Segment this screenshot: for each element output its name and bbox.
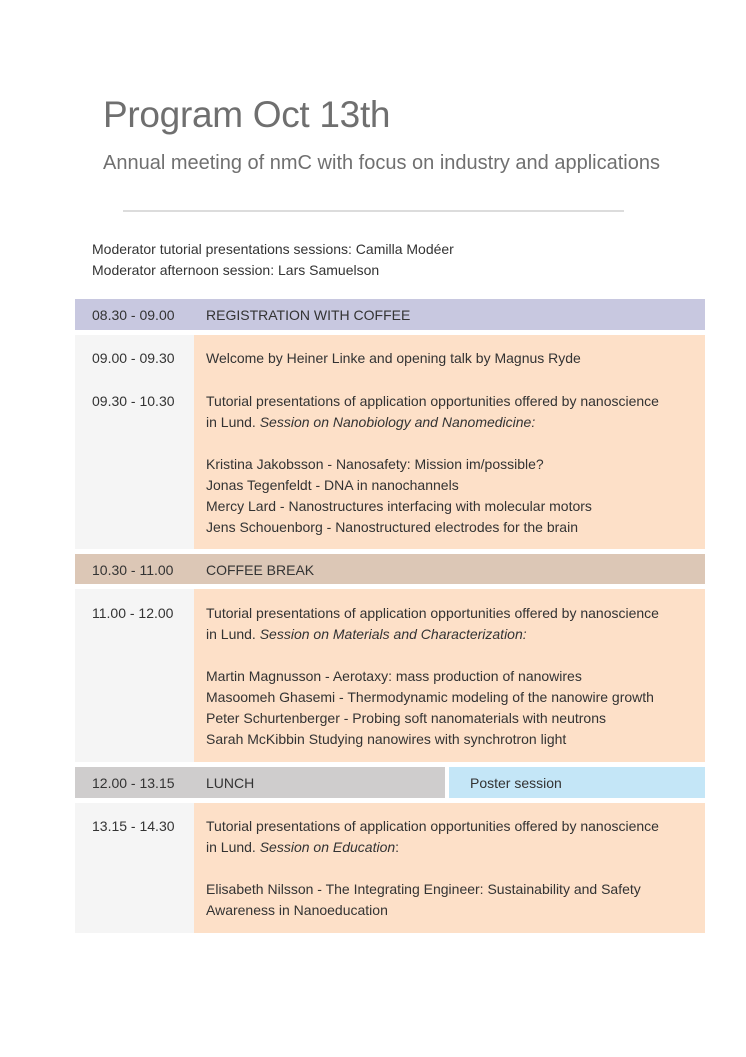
time-column bbox=[75, 803, 194, 933]
talk-item: Peter Schurtenberger - Probing soft nanomaterials with neutrons bbox=[206, 710, 606, 726]
time-cell: 09.00 - 09.30 bbox=[92, 350, 175, 366]
lunch-label: LUNCH bbox=[194, 767, 445, 798]
session-description bbox=[206, 816, 659, 921]
time-cell: 09.30 - 10.30 bbox=[92, 393, 175, 409]
intro-line bbox=[206, 412, 659, 433]
intro-line bbox=[206, 624, 659, 645]
event-label: COFFEE BREAK bbox=[206, 562, 315, 578]
time-column bbox=[75, 335, 194, 549]
intro-text: Tutorial presentations of application opportunities offered by nanoscience bbox=[206, 605, 659, 621]
time-cell: 13.15 - 14.30 bbox=[92, 818, 175, 834]
talk-item: Martin Magnusson - Aerotaxy: mass production of nanowires bbox=[206, 668, 582, 684]
session-description bbox=[206, 391, 659, 538]
session-title: Session on Materials and Characterization: bbox=[259, 626, 527, 642]
time-cell: 12.00 - 13.15 bbox=[75, 767, 194, 798]
session-description bbox=[206, 603, 659, 750]
time-cell: 11.00 - 12.00 bbox=[92, 605, 174, 621]
session-title: Session on Nanobiology and Nanomedicine: bbox=[259, 414, 536, 430]
content-column bbox=[194, 803, 705, 933]
intro-text: Tutorial presentations of application opportunities offered by nanoscience bbox=[206, 393, 659, 409]
session-title-colon: : bbox=[395, 839, 400, 855]
talk-item: Kristina Jakobsson - Nanosafety: Mission im/possible? bbox=[206, 456, 544, 472]
talk-item: Sarah McKibbin Studying nanowires with synchrotron light bbox=[206, 731, 567, 747]
intro-text: Tutorial presentations of application opportunities offered by nanoscience bbox=[206, 818, 659, 834]
talk-item: Jonas Tegenfeldt - DNA in nanochannels bbox=[206, 477, 459, 493]
registration-row bbox=[75, 299, 705, 330]
time-cell: 08.30 - 09.00 bbox=[92, 307, 175, 323]
session-block-2 bbox=[75, 589, 705, 762]
page-subtitle: Annual meeting of nmC with focus on industry and applications bbox=[103, 152, 660, 174]
intro-text: in Lund. bbox=[206, 626, 260, 642]
talk-item: Awareness in Nanoeducation bbox=[206, 902, 388, 918]
session-title: Session on Education bbox=[259, 839, 396, 855]
content-column bbox=[194, 335, 705, 549]
coffee-break-row bbox=[75, 554, 705, 584]
divider bbox=[123, 210, 624, 212]
intro-line bbox=[206, 837, 659, 858]
moderator-line: Moderator tutorial presentations sessions: Camilla Modéer bbox=[92, 241, 454, 257]
moderator-line: Moderator afternoon session: Lars Samuelson bbox=[92, 262, 380, 278]
intro-text: in Lund. bbox=[206, 839, 260, 855]
welcome-text: Welcome by Heiner Linke and opening talk by Magnus Ryde bbox=[206, 350, 581, 366]
page-title: Program Oct 13th bbox=[103, 94, 391, 135]
intro-text: in Lund. bbox=[206, 414, 260, 430]
poster-session-label: Poster session bbox=[449, 767, 705, 798]
lunch-row bbox=[75, 767, 705, 798]
talk-item: Jens Schouenborg - Nanostructured electrodes for the brain bbox=[206, 519, 578, 535]
talk-item: Mercy Lard - Nanostructures interfacing with molecular motors bbox=[206, 498, 592, 514]
time-column bbox=[75, 589, 194, 762]
event-label: REGISTRATION WITH COFFEE bbox=[206, 307, 411, 323]
session-block-3 bbox=[75, 803, 705, 933]
time-cell: 10.30 - 11.00 bbox=[92, 562, 174, 578]
content-column bbox=[194, 589, 705, 762]
talk-item: Elisabeth Nilsson - The Integrating Engineer: Sustainability and Safety bbox=[206, 881, 641, 897]
session-block-1 bbox=[75, 335, 705, 549]
talk-item: Masoomeh Ghasemi - Thermodynamic modeling of the nanowire growth bbox=[206, 689, 654, 705]
